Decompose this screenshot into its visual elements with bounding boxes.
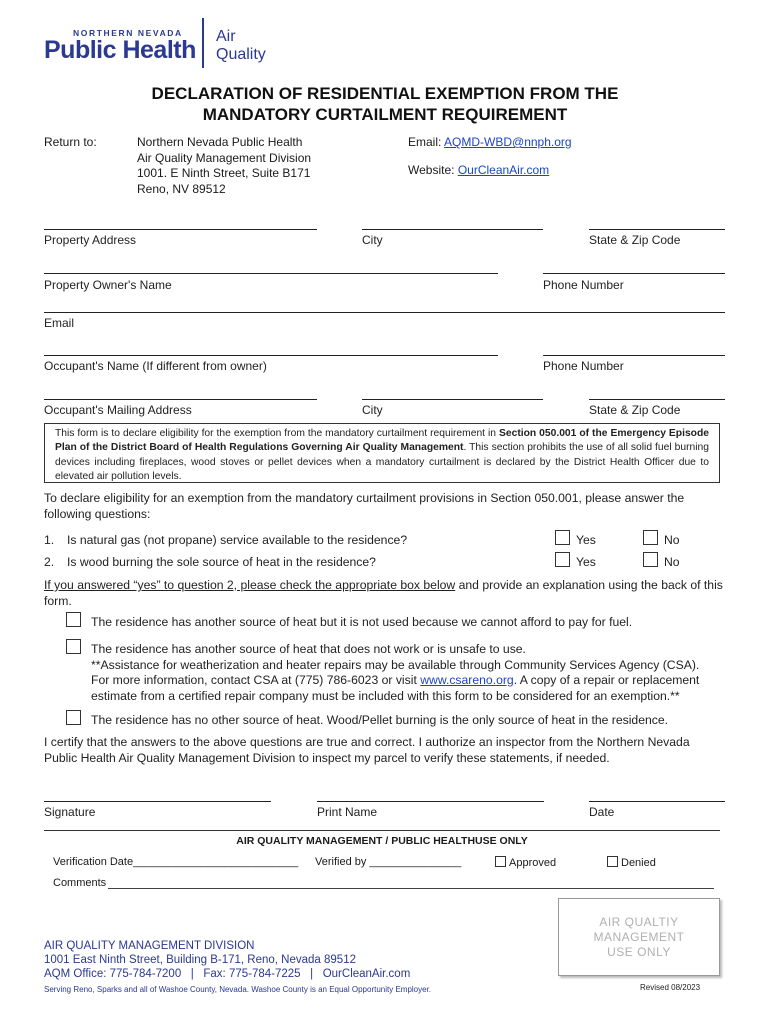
return-label: Return to:	[44, 135, 97, 149]
city-line[interactable]	[362, 229, 543, 230]
option-2-line2: **Assistance for weatherization and heater repairs may be available through Community Services Agency (CSA).	[91, 657, 700, 672]
phone-label: Phone Number	[543, 278, 624, 292]
notice-text-bold: Section 050.001 of the Emergency Episode Plan of the District Board of Health Regulations Governing Air Quality Management	[55, 428, 709, 454]
property-address-line[interactable]	[44, 229, 317, 230]
email-contact	[408, 135, 572, 149]
approved-checkbox[interactable]	[495, 856, 506, 867]
question-1-yes-checkbox[interactable]	[555, 530, 570, 545]
followup-text	[44, 578, 724, 609]
state-zip-line[interactable]	[589, 229, 725, 230]
footer-division-rest: DIVISION	[200, 940, 255, 952]
option-2-text	[91, 642, 723, 704]
occupant-state-zip-line[interactable]	[589, 399, 725, 400]
owner-name-line[interactable]	[44, 273, 498, 274]
occupant-city-line[interactable]	[362, 399, 543, 400]
print-name-line[interactable]	[317, 801, 544, 802]
date-line[interactable]	[589, 801, 725, 802]
question-2-yes-checkbox[interactable]	[555, 552, 570, 567]
question-1-yes-label: Yes	[576, 533, 596, 547]
option-1-checkbox[interactable]	[66, 612, 81, 627]
footer-division	[44, 940, 254, 952]
occupant-name-label: Occupant's Name (If different from owner)	[44, 359, 267, 373]
office-use-header: AIR QUALITY MANAGEMENT / PUBLIC HEALTHUSE ONLY	[236, 835, 528, 847]
approved-label: Approved	[509, 857, 557, 869]
return-address	[137, 135, 311, 197]
footer-contact: AQM Office: 775-784-7200 | Fax: 775-784-7225 | OurCleanAir.com	[44, 968, 411, 980]
email-line[interactable]	[44, 312, 725, 313]
logo-org-small: NORTHERN NEVADA	[73, 28, 183, 38]
phone-line[interactable]	[543, 273, 725, 274]
revised-date: Revised 08/2023	[640, 983, 701, 992]
return-address-line: Reno, NV 89512	[137, 181, 226, 196]
certify-text: I certify that the answers to the above questions are true and correct. I authorize an inspector from the Northern Nevada Public Health Air Quality Management Division to inspect my parcel to verify these statements, if needed.	[44, 735, 690, 765]
followup-underlined: If you answered “yes” to question 2, please check the appropriate box below	[44, 578, 456, 592]
option-2-line3-pre: For more information, contact CSA at (775) 786-6023 or visit	[91, 673, 421, 687]
use-only-line3: USE ONLY	[607, 945, 671, 959]
denied-label: Denied	[621, 857, 656, 869]
question-2-no-label: No	[664, 555, 680, 569]
question-2-no-checkbox[interactable]	[643, 552, 658, 567]
property-address-label: Property Address	[44, 233, 137, 247]
logo-org-big: Public Health	[44, 36, 196, 64]
print-name-label: Print Name	[317, 805, 378, 819]
website-label: Website:	[408, 163, 455, 177]
return-address-line: Northern Nevada Public Health	[137, 135, 303, 149]
csa-link[interactable]: www.csareno.org	[420, 673, 514, 687]
return-address-line: 1001. E Ninth Street, Suite B171	[137, 166, 311, 180]
logo-division-line1: Air	[216, 28, 236, 45]
aqm-use-only-box	[558, 898, 720, 976]
footer-division-bold: AIR QUALITY MANAGEMENT	[44, 940, 201, 952]
occupant-city-label: City	[362, 403, 383, 417]
title-line2: MANDATORY CURTAILMENT REQUIREMENT	[202, 105, 568, 124]
signature-label: Signature	[44, 805, 96, 819]
intro-text: To declare eligibility for an exemption from the mandatory curtailment provisions in Section 050.001, please answer the following questions:	[44, 491, 685, 521]
question-1-no-label: No	[664, 533, 680, 547]
question-1-no-checkbox[interactable]	[643, 530, 658, 545]
option-2-checkbox[interactable]	[66, 639, 81, 654]
email-link[interactable]: AQMD-WBD@nnph.org	[444, 135, 572, 149]
occupant-mailing-line[interactable]	[44, 399, 317, 400]
logo-division-line2: Quality	[216, 46, 266, 63]
occupant-phone-line[interactable]	[543, 355, 725, 356]
email-field-label: Email	[44, 316, 75, 330]
verification-date-field[interactable]: Verification Date___________________________	[53, 856, 299, 868]
option-2-line4: estimate from a certified repair company must be included with this form to be considered for an exemption.**	[91, 688, 680, 703]
title-line1: DECLARATION OF RESIDENTIAL EXEMPTION FROM THE	[151, 84, 619, 103]
question-1-text: Is natural gas (not propane) service available to the residence?	[67, 533, 408, 547]
state-zip-label: State & Zip Code	[589, 233, 681, 247]
signature-line[interactable]	[44, 801, 271, 802]
occupant-mailing-label: Occupant's Mailing Address	[44, 403, 192, 417]
question-2-text: Is wood burning the sole source of heat in the residence?	[67, 555, 376, 569]
website-link[interactable]: OurCleanAir.com	[457, 163, 550, 177]
footer-serving: Serving Reno, Sparks and all of Washoe County, Nevada. Washoe County is an Equal Opportunity Employer.	[44, 985, 432, 994]
notice-box	[44, 423, 720, 483]
denied-checkbox[interactable]	[607, 856, 618, 867]
option-2-line3-post: . A copy of a repair or replacement	[513, 673, 700, 687]
question-2-yes-label: Yes	[576, 555, 596, 569]
occupant-phone-label: Phone Number	[543, 359, 624, 373]
option-3-checkbox[interactable]	[66, 710, 81, 725]
use-only-line1: AIR QUALTIY	[599, 915, 679, 929]
owner-name-label: Property Owner's Name	[44, 278, 172, 292]
notice-text-pre: This form is to declare eligibility for the exemption from the mandatory curtailment requirement in	[55, 428, 499, 439]
option-1-text: The residence has another source of heat but it is not used because we cannot afford to pay for fuel.	[91, 615, 633, 629]
comments-line[interactable]	[108, 888, 714, 889]
logo-divider	[202, 18, 204, 68]
option-2-line1: The residence has another source of heat that does not work or is unsafe to use.	[91, 642, 526, 656]
email-label: Email:	[408, 135, 442, 149]
option-2-line3	[91, 673, 723, 689]
denied-option[interactable]	[607, 856, 656, 869]
notice-text-post: . This section prohibits the use of all solid fuel burning devices including fireplaces, wood stoves or pellet devices when a mandatory curtailment is declared by the District Health Officer due to elevated air pollution levels.	[55, 442, 710, 483]
footer-address: 1001 East Ninth Street, Building B-171, Reno, Nevada 89512	[44, 954, 356, 966]
website-contact	[408, 163, 549, 177]
return-address-line: Air Quality Management Division	[137, 150, 312, 165]
option-3-text: The residence has no other source of heat. Wood/Pellet burning is the only source of heat in the residence.	[91, 713, 669, 727]
logo-division	[216, 28, 266, 64]
date-label: Date	[589, 805, 615, 819]
question-1-num: 1.	[44, 533, 55, 547]
question-2-num: 2.	[44, 555, 55, 569]
verified-by-field[interactable]: Verified by _______________	[315, 856, 462, 868]
city-label: City	[362, 233, 383, 247]
use-only-line2: MANAGEMENT	[593, 930, 685, 944]
followup-rest: and provide an explanation using the back of this form.	[44, 578, 723, 608]
approved-option[interactable]	[495, 856, 556, 869]
occupant-state-zip-label: State & Zip Code	[589, 403, 681, 417]
occupant-name-line[interactable]	[44, 355, 498, 356]
comments-label: Comments	[53, 877, 107, 889]
